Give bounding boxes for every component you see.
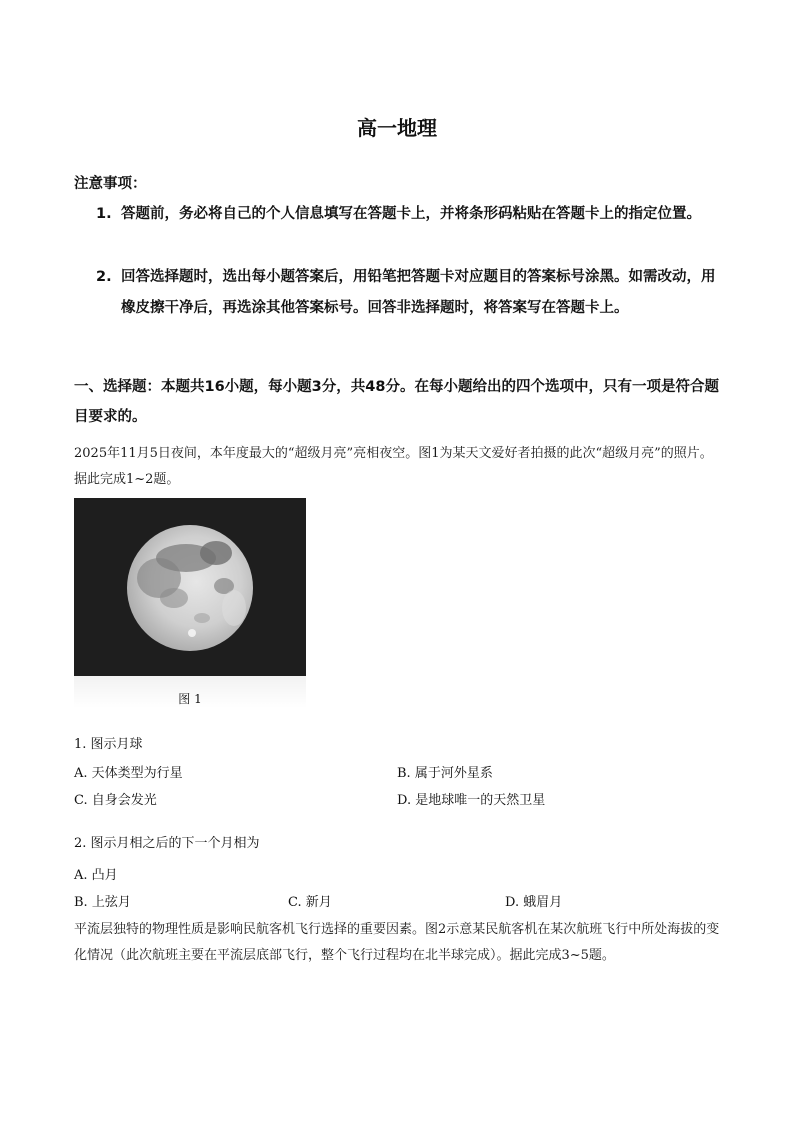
- notice-item-text: 答题前，务必将自己的个人信息填写在答题卡上，并将条形码粘贴在答题卡上的指定位置。: [121, 206, 701, 222]
- question-option: A. 凸月: [74, 868, 118, 883]
- question-option: D. 蛾眉月: [505, 895, 563, 910]
- figure-1-moon-photo: [74, 498, 306, 676]
- question-option: B. 属于河外星系: [397, 766, 493, 781]
- question-intro-paragraph: 2025年11月5日夜间，本年度最大的“超级月亮”亮相夜空。图1为某天文爱好者拍摄的此次“超级月亮”的照片。据此完成1~2题。: [74, 446, 713, 487]
- question-option: C. 新月: [288, 895, 332, 910]
- question-option: B. 上弦月: [74, 895, 131, 910]
- notice-item-number: 1.: [96, 206, 112, 222]
- notice-item: [96, 199, 721, 230]
- figure-caption: 图 1: [178, 692, 202, 706]
- question-option: C. 自身会发光: [74, 793, 157, 808]
- notice-item: [96, 262, 721, 324]
- exam-title: 高一地理: [357, 116, 437, 140]
- notice-item-text: 回答选择题时，选出每小题答案后，用铅笔把答题卡对应题目的答案标号涂黑。如需改动，用橡皮擦干净后，再选涂其他答案标号。回答非选择题时，将答案写在答题卡上。: [121, 269, 716, 316]
- question-stem: 1. 图示月球: [74, 737, 143, 752]
- notice-item-number: 2.: [96, 269, 112, 285]
- section-heading: 一、选择题：本题共16小题，每小题3分，共48分。在每小题给出的四个选项中，只有一项是符合题目要求的。: [74, 379, 719, 425]
- notice-heading: 注意事项：: [74, 176, 147, 192]
- question-stem: 2. 图示月相之后的下一个月相为: [74, 836, 260, 851]
- question-intro-paragraph: 平流层独特的物理性质是影响民航客机飞行选择的重要因素。图2示意某民航客机在某次航班飞行中所处海拔的变化情况（此次航班主要在平流层底部飞行，整个飞行过程均在北半球完成）。据此完成3~5题。: [74, 922, 720, 963]
- question-option: D. 是地球唯一的天然卫星: [397, 793, 546, 808]
- full-moon-photo-icon: [74, 498, 306, 676]
- question-option: A. 天体类型为行星: [74, 766, 183, 781]
